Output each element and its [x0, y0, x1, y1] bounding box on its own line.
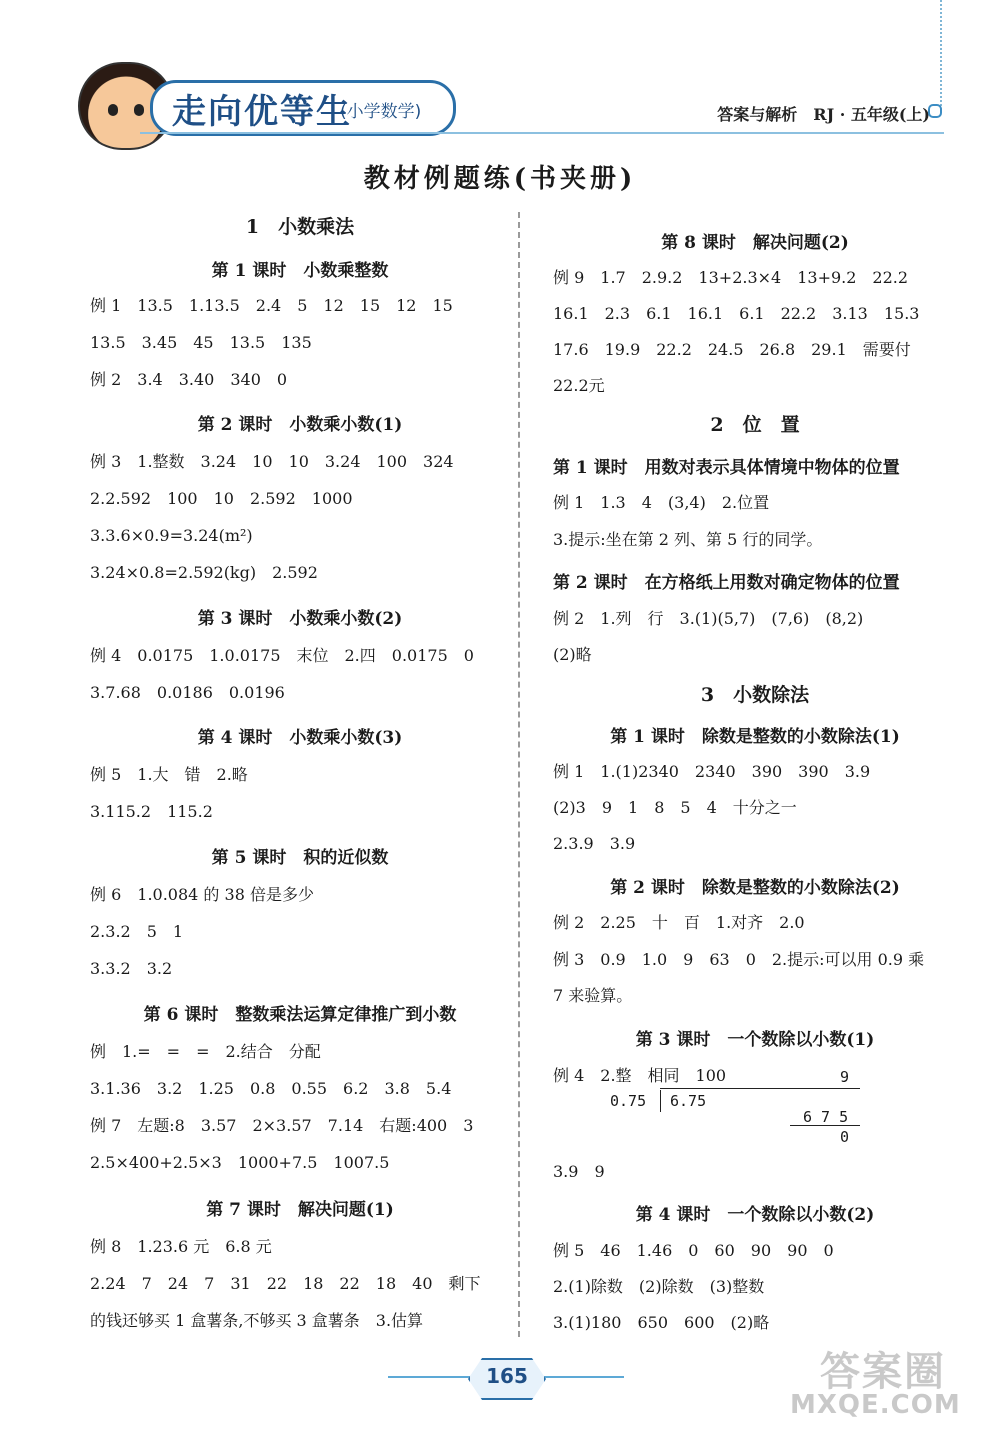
watermark-bottom: MXQE.COM [790, 1390, 961, 1420]
answer-line: 例 6 1.0.084 的 38 倍是多少 [90, 885, 314, 904]
page-number: 165 [486, 1364, 528, 1388]
answer-line: 7 来验算。 [553, 986, 633, 1005]
lesson-heading: 第 6 课时 整数乘法运算定律推广到小数 [143, 1005, 457, 1025]
page-title: 教材例题练(书夹册) [363, 164, 637, 194]
answer-line: 3.24×0.8=2.592(kg) 2.592 [90, 563, 318, 582]
answer-line: 3.115.2 115.2 [90, 802, 213, 821]
lesson-heading: 第 2 课时 除数是整数的小数除法(2) [610, 878, 900, 898]
answer-line: (2)略 [553, 645, 592, 664]
answer-line: 例 1.= = = 2.结合 分配 [90, 1042, 321, 1061]
division-product: 6 7 5 [803, 1108, 849, 1126]
answer-line: 13.5 3.45 45 13.5 135 [90, 333, 312, 352]
answer-line: 例 1 1.(1)2340 2340 390 390 3.9 [553, 762, 871, 781]
answer-line: 3.1.36 3.2 1.25 0.8 0.55 6.2 3.8 5.4 [90, 1079, 452, 1098]
answer-line: 2.3.9 3.9 [553, 834, 636, 853]
answer-line: 例 4 0.0175 1.0.0175 末位 2.四 0.0175 0 [90, 646, 474, 665]
answer-line: 例 9 1.7 2.9.2 13+2.3×4 13+9.2 22.2 [553, 268, 909, 287]
answer-line: 例 2 3.4 3.40 340 0 [90, 370, 288, 389]
answer-line: 3.7.68 0.0186 0.0196 [90, 683, 285, 702]
answer-line: 例 1 13.5 1.13.5 2.4 5 12 15 12 15 [90, 296, 453, 315]
book-title: 走向优等生 [172, 92, 352, 132]
answer-line: 例 7 左题:8 3.57 2×3.57 7.14 右题:400 3 [90, 1116, 474, 1135]
answer-line: 例 2 2.25 十 百 1.对齐 2.0 [553, 913, 805, 932]
answer-line: 例 8 1.23.6 元 6.8 元 [90, 1237, 272, 1256]
answer-line: 22.2元 [553, 376, 605, 395]
division-quotient: 9 [840, 1068, 850, 1086]
section-heading: 3 小数除法 [700, 684, 810, 706]
answer-line: 例 1 1.3 4 (3,4) 2.位置 [553, 493, 770, 512]
header-rule [140, 132, 944, 134]
division-divisor: 0.75 [610, 1092, 647, 1110]
footer-rule-right [542, 1376, 624, 1378]
lesson-heading: 第 3 课时 小数乘小数(2) [197, 609, 403, 629]
header-dotted-rule [940, 0, 944, 110]
answer-line: 例 2 1.列 行 3.(1)(5,7) (7,6) (8,2) [553, 609, 864, 628]
lesson-heading: 第 1 课时 小数乘整数 [211, 261, 389, 281]
answer-line: 例 5 46 1.46 0 60 90 90 0 [553, 1241, 834, 1260]
lesson-heading: 第 1 课时 除数是整数的小数除法(1) [610, 727, 900, 747]
answer-line: 3.3.6×0.9=3.24(m²) [90, 526, 253, 545]
lesson-heading: 第 1 课时 用数对表示具体情境中物体的位置 [553, 458, 900, 478]
division-remainder: 0 [840, 1128, 850, 1146]
answer-line: 例 3 0.9 1.0 9 63 0 2.提示:可以用 0.9 乘 [553, 950, 925, 969]
answer-line: 2.(1)除数 (2)除数 (3)整数 [553, 1277, 765, 1296]
lesson-heading: 第 2 课时 小数乘小数(1) [197, 415, 403, 435]
answer-line: 的钱还够买 1 盒薯条,不够买 3 盒薯条 3.估算 [90, 1311, 424, 1330]
book-subtitle: (小学数学) [340, 102, 422, 122]
watermark-top: 答案圈 [820, 1349, 946, 1395]
answer-line: 2.5×400+2.5×3 1000+7.5 1007.5 [90, 1153, 390, 1172]
long-division [610, 1068, 870, 1148]
answer-line: 3.3.2 3.2 [90, 959, 173, 978]
answer-line: 3.提示:坐在第 2 列、第 5 行的同学。 [553, 530, 823, 549]
lesson-heading: 第 8 课时 解决问题(2) [661, 233, 849, 253]
lesson-heading: 第 3 课时 一个数除以小数(1) [635, 1030, 875, 1050]
division-dividend: 6.75 [670, 1092, 707, 1110]
answer-line: 例 5 1.大 错 2.略 [90, 765, 248, 784]
division-bar [660, 1088, 860, 1089]
answer-line: 3.9 9 [553, 1162, 605, 1181]
answer-line: 2.3.2 5 1 [90, 922, 184, 941]
circle-icon [928, 104, 942, 118]
lesson-heading: 第 4 课时 一个数除以小数(2) [635, 1205, 875, 1225]
answer-line: 17.6 19.9 22.2 24.5 26.8 29.1 需要付 [553, 340, 911, 359]
answer-line: 2.24 7 24 7 31 22 18 22 18 40 剩下 [90, 1274, 481, 1293]
section-heading: 2 位 置 [710, 414, 800, 436]
lesson-heading: 第 2 课时 在方格纸上用数对确定物体的位置 [553, 573, 900, 593]
answer-line: 3.(1)180 650 600 (2)略 [553, 1313, 770, 1332]
header-right-label: 答案与解析 RJ · 五年级(上) [717, 105, 930, 124]
lesson-heading: 第 7 课时 解决问题(1) [206, 1200, 394, 1220]
answer-line: 2.2.592 100 10 2.592 1000 [90, 489, 353, 508]
answer-line: (2)3 9 1 8 5 4 十分之一 [553, 798, 797, 817]
lesson-heading: 第 5 课时 积的近似数 [211, 848, 389, 868]
lesson-heading: 第 4 课时 小数乘小数(3) [197, 728, 403, 748]
answer-line: 例 3 1.整数 3.24 10 10 3.24 100 324 [90, 452, 454, 471]
section-heading: 1 小数乘法 [245, 216, 355, 238]
division-subtract-line [790, 1125, 860, 1126]
answer-line: 16.1 2.3 6.1 16.1 6.1 22.2 3.13 15.3 [553, 304, 920, 323]
division-bracket [660, 1090, 675, 1112]
watermark [790, 1340, 980, 1420]
answer-line: 例 4 2.整 相同 100 [553, 1066, 727, 1085]
footer-rule-left [388, 1376, 470, 1378]
column-divider [518, 212, 520, 1337]
